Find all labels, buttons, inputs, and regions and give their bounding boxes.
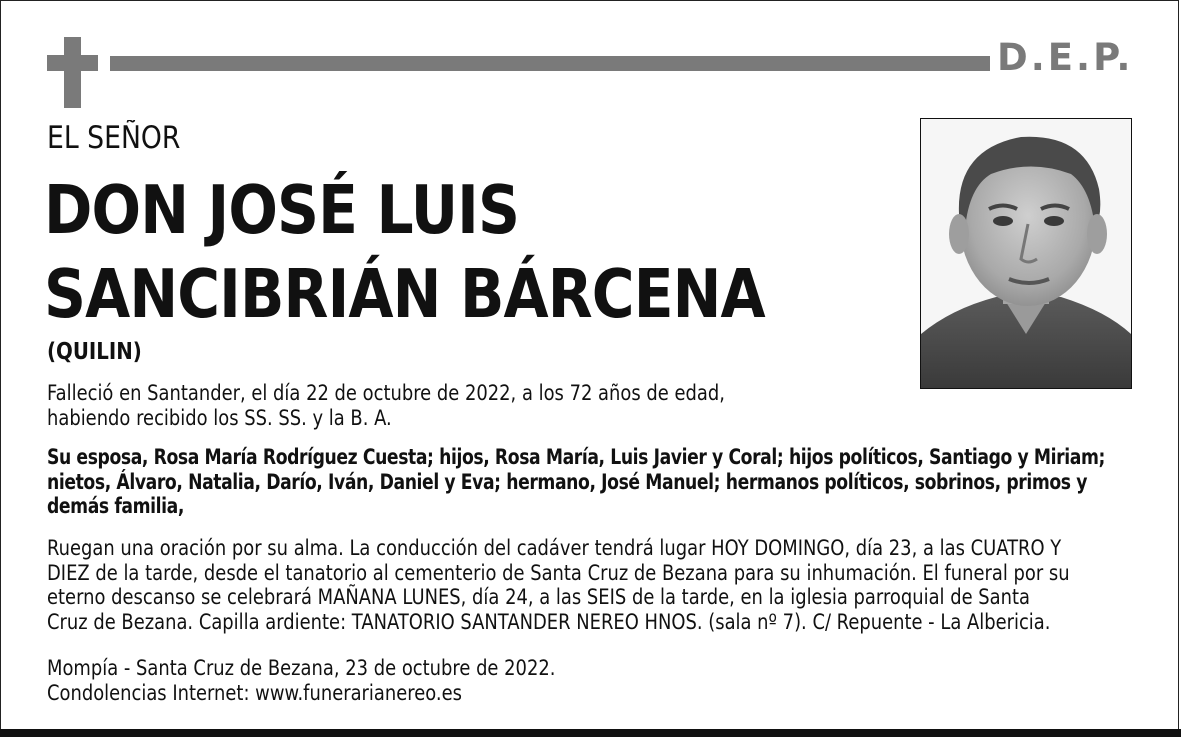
portrait-photo	[920, 118, 1132, 389]
ceremony-line: Ruegan una oración por su alma. La conducción del cadáver tendrá lugar HOY DOMINGO, día 23, a las CUATRO Y	[47, 536, 1062, 560]
death-notice-line: habiendo recibido los SS. SS. y la B. A.	[47, 405, 392, 430]
death-notice	[47, 381, 725, 430]
cross-icon	[64, 37, 81, 108]
dep-label: D.E.P.	[997, 36, 1134, 79]
family-line: nietos, Álvaro, Natalia, Darío, Iván, Daniel y Eva; hermano, José Manuel; hermanos políticos, sobrinos, primos y	[47, 469, 1088, 494]
ceremony-line: Cruz de Bezana. Capilla ardiente: TANATORIO SANTANDER NEREO HNOS. (sala nº 7). C/ Repuente - La Albericia.	[47, 609, 1051, 634]
deceased-nickname: (QUILIN)	[47, 339, 142, 365]
deceased-name-line2: SANCIBRIÁN BÁRCENA	[44, 255, 765, 333]
ceremony-line: DIEZ de la tarde, desde el tanatorio al cementerio de Santa Cruz de Bezana para su inhumación. El funeral por su	[47, 560, 1070, 585]
footer	[47, 656, 555, 705]
deceased-name	[44, 168, 765, 336]
bottom-border	[0, 729, 1181, 737]
family-line: Su esposa, Rosa María Rodríguez Cuesta; hijos, Rosa María, Luis Javier y Coral; hijos políticos, Santiago y Miriam;	[47, 445, 1105, 469]
ceremony-details	[47, 536, 1070, 634]
ceremony-line: eterno descanso se celebrará MAÑANA LUNES, día 24, a las SEIS de la tarde, en la iglesia parroquial de Santa	[47, 585, 1031, 609]
family-list	[47, 445, 1105, 519]
deceased-name-line1: DON JOSÉ LUIS	[44, 171, 520, 249]
deceased-title: EL SEÑOR	[47, 120, 181, 156]
cross-icon-bar	[47, 55, 98, 71]
portrait-image	[921, 119, 1131, 388]
place-date: Mompía - Santa Cruz de Bezana, 23 de octubre de 2022.	[47, 656, 556, 680]
condolences-link: Condolencias Internet: www.funerarianereo.es	[47, 680, 462, 705]
header-rule	[110, 56, 990, 71]
death-notice-line: Falleció en Santander, el día 22 de octubre de 2022, a los 72 años de edad,	[47, 381, 725, 405]
family-line: demás familia,	[47, 494, 185, 518]
